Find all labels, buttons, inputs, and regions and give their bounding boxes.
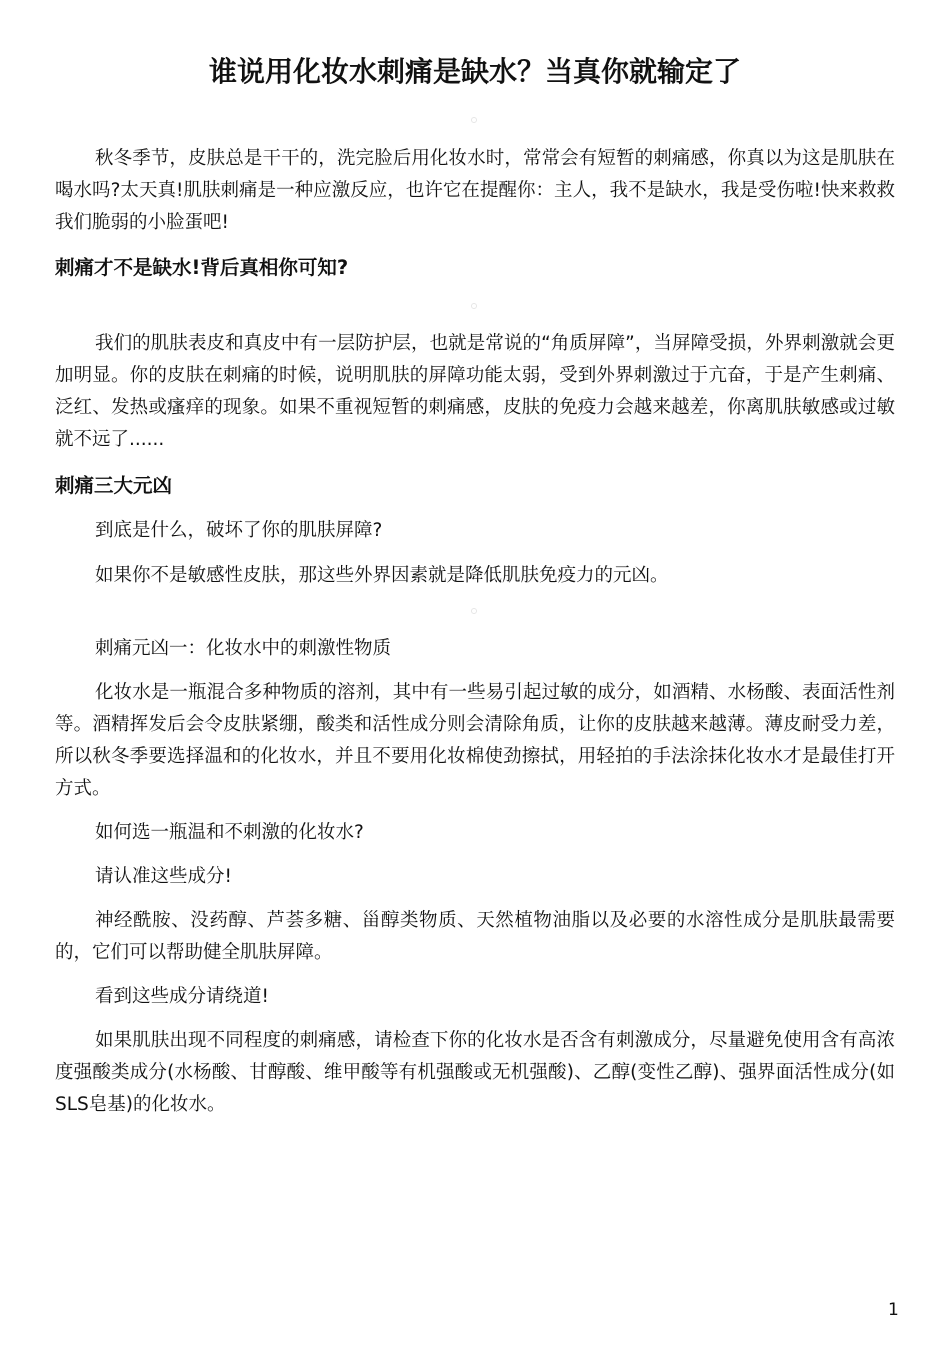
avoid-ingredients-line: 看到这些成分请绕道! — [95, 986, 269, 1007]
image-placeholder-3 — [471, 608, 477, 614]
section-heading-culprits: 刺痛三大元凶 — [55, 474, 173, 497]
factors-paragraph: 如果你不是敏感性皮肤，那这些外界因素就是降低肌肤免疫力的元凶。 — [95, 565, 669, 586]
barrier-paragraph: 我们的肌肤表皮和真皮中有一层防护层，也就是常说的“角质屏障”，当屏障受损，外界刺激就会更加明显。你的皮肤在刺痛的时候，说明肌肤的屏障功能太弱，受到外界刺激过于亢奋，于是产生刺痛、泛红、发热或瘙痒的现象。如果不重视短暂的刺痛感，皮肤的免疫力会越来越差，你离肌肤敏感或过敏就不远了...... — [55, 333, 895, 450]
culprit-one-heading: 刺痛元凶一：化妆水中的刺激性物质 — [95, 638, 392, 659]
choose-toner-question: 如何选一瓶温和不刺激的化妆水? — [95, 822, 364, 843]
intro-paragraph: 秋冬季节，皮肤总是干干的，洗完脸后用化妆水时，常常会有短暂的刺痛感，你真以为这是肌肤在喝水吗?太天真!肌肤刺痛是一种应激反应，也许它在提醒你：主人，我不是缺水，我是受伤啦!快来救救我们脆弱的小脸蛋吧! — [55, 148, 895, 233]
toner-ingredients-paragraph: 化妆水是一瓶混合多种物质的溶剂，其中有一些易引起过敏的成分，如酒精、水杨酸、表面活性剂等。酒精挥发后会令皮肤紧绷，酸类和活性成分则会清除角质，让你的皮肤越来越薄。薄皮耐受力差，所以秋冬季要选择温和的化妆水，并且不要用化妆棉使劲擦拭，用轻拍的手法涂抹化妆水才是最佳打开方式。 — [55, 682, 895, 799]
page-number: 1 — [888, 1300, 899, 1320]
recognize-ingredients-line: 请认准这些成分! — [95, 866, 232, 887]
question-paragraph: 到底是什么，破坏了你的肌肤屏障? — [95, 520, 383, 541]
section-heading-truth: 刺痛才不是缺水!背后真相你可知? — [55, 256, 349, 279]
image-placeholder-2 — [471, 303, 477, 309]
image-placeholder-1 — [471, 117, 477, 123]
check-toner-paragraph: 如果肌肤出现不同程度的刺痛感，请检查下你的化妆水是否含有刺激成分，尽量避免使用含有高浓度强酸类成分(水杨酸、甘醇酸、维甲酸等有机强酸或无机强酸)、乙醇(变性乙醇)、强界面活性成分(如SLS皂基)的化妆水。 — [55, 1030, 895, 1115]
page-title: 谁说用化妆水刺痛是缺水？当真你就输定了 — [208, 55, 741, 88]
good-ingredients-paragraph: 神经酰胺、没药醇、芦荟多糖、甾醇类物质、天然植物油脂以及必要的水溶性成分是肌肤最需要的，它们可以帮助健全肌肤屏障。 — [55, 910, 895, 963]
